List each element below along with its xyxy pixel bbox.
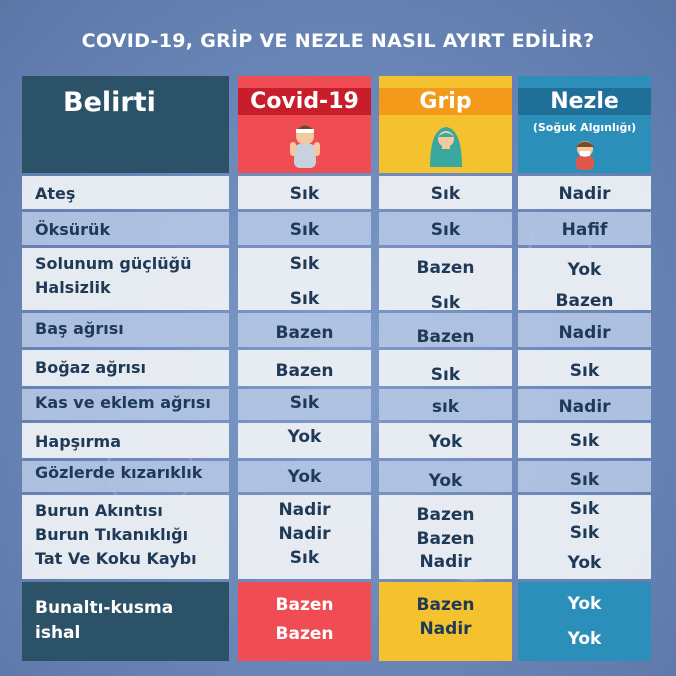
frequency-value: Sık (289, 254, 320, 274)
table-cell-covid (238, 176, 371, 209)
symptom-label: Tat Ve Koku Kaybı (35, 549, 197, 568)
page-title: COVID-19, GRİP VE NEZLE NASIL AYIRT EDİLİR? (81, 30, 595, 52)
frequency-value: Nadir (558, 323, 611, 343)
frequency-value: Bazen (275, 624, 334, 644)
table-cell-nezle (518, 313, 651, 347)
frequency-value: Sık (430, 293, 461, 313)
table-cell-symptoms (22, 495, 229, 579)
frequency-value: Bazen (416, 505, 475, 525)
frequency-value: Sık (289, 393, 320, 413)
table-cell-symptoms (22, 423, 229, 458)
frequency-value: Hafif (561, 220, 608, 240)
frequency-value: Bazen (416, 529, 475, 549)
table-cell-symptoms (22, 248, 229, 310)
table-cell-symptoms (22, 313, 229, 347)
symptom-label: Hapşırma (35, 432, 122, 451)
sick-person-icon (286, 118, 324, 168)
frequency-value: Bazen (275, 361, 334, 381)
frequency-value: Nadir (558, 184, 611, 204)
symptom-label: Burun Tıkanıklığı (35, 525, 189, 544)
symptom-label: Ateş (35, 184, 76, 203)
symptom-label: Boğaz ağrısı (35, 358, 146, 377)
symptom-label: Öksürük (35, 220, 111, 239)
frequency-value: Bazen (416, 327, 475, 347)
table-cell-covid (238, 389, 371, 420)
frequency-value: Nadir (278, 524, 331, 544)
nezle-header (518, 76, 651, 173)
frequency-value: Nadir (558, 397, 611, 417)
frequency-value: Yok (567, 553, 602, 573)
table-cell-covid (238, 212, 371, 245)
frequency-value: Bazen (555, 291, 614, 311)
symptom-label: Kas ve eklem ağrısı (35, 393, 211, 412)
frequency-value: Bazen (416, 258, 475, 278)
table-cell-grip (379, 212, 512, 245)
frequency-value: Sık (289, 220, 320, 240)
table-cell-covid (238, 248, 371, 310)
table-cell-grip (379, 313, 512, 347)
symptom-label: Burun Akıntısı (35, 501, 163, 520)
table-cell-symptoms (22, 461, 229, 492)
frequency-value: Yok (287, 467, 322, 487)
covid-header-label: Covid-19 (250, 89, 359, 114)
frequency-value: Sık (569, 523, 600, 543)
frequency-value: Sık (430, 220, 461, 240)
frequency-value: Sık (430, 365, 461, 385)
symptom-label: Halsizlik (35, 278, 111, 297)
table-cell-grip (379, 350, 512, 386)
symptom-label: Solunum güçlüğü (35, 254, 192, 273)
frequency-value: Sık (569, 470, 600, 490)
table-cell-covid (238, 350, 371, 386)
frequency-value: Yok (287, 427, 322, 447)
symptom-label: Baş ağrısı (35, 319, 124, 338)
table-cell-covid (238, 495, 371, 579)
table-cell-grip (379, 495, 512, 579)
table-cell-nezle (518, 423, 651, 458)
table-cell-grip (379, 389, 512, 420)
table-cell-nezle (518, 248, 651, 310)
table-cell-symptoms (22, 212, 229, 245)
nezle-subtitle: (Soğuk Algınlığı) (532, 121, 637, 134)
table-cell-nezle (518, 212, 651, 245)
frequency-value: Nadir (419, 619, 472, 639)
nezle-header-label: Nezle (550, 89, 619, 114)
belirti-header: Belirti (22, 76, 229, 173)
table-cell-grip (379, 423, 512, 458)
table-cell-grip (379, 176, 512, 209)
blanket-person-icon (426, 119, 466, 167)
table-cell-covid (238, 461, 371, 492)
frequency-value: Yok (428, 471, 463, 491)
table-cell-grip (379, 461, 512, 492)
frequency-value: Sık (569, 499, 600, 519)
frequency-value: Sık (289, 289, 320, 309)
last-row-nezle (518, 582, 651, 661)
last-row-belirti (22, 582, 229, 661)
table-cell-covid (238, 423, 371, 458)
frequency-value: Yok (567, 629, 602, 649)
covid-header (238, 76, 371, 173)
frequency-value: Nadir (419, 552, 472, 572)
table-cell-symptoms (22, 350, 229, 386)
frequency-value: Sık (569, 361, 600, 381)
last-row-grip (379, 582, 512, 661)
frequency-value: Sık (569, 431, 600, 451)
table-cell-symptoms (22, 176, 229, 209)
table-cell-nezle (518, 350, 651, 386)
frequency-value: Yok (567, 260, 602, 280)
symptom-label: Gözlerde kızarıklık (35, 463, 203, 482)
frequency-value: sık (431, 397, 460, 417)
frequency-value: Nadir (278, 500, 331, 520)
table-cell-nezle (518, 176, 651, 209)
frequency-value: Bazen (416, 595, 475, 615)
frequency-value: Bazen (275, 323, 334, 343)
symptom-label: Bunaltı-kusma (35, 598, 174, 618)
table-cell-symptoms (22, 389, 229, 420)
symptom-label: ishal (35, 623, 81, 643)
frequency-value: Yok (428, 432, 463, 452)
frequency-value: Sık (289, 184, 320, 204)
frequency-value: Sık (289, 548, 320, 568)
last-row-covid (238, 582, 371, 661)
table-cell-nezle (518, 461, 651, 492)
table-cell-nezle (518, 389, 651, 420)
frequency-value: Bazen (275, 595, 334, 615)
sneezing-person-icon (571, 136, 599, 170)
frequency-value: Sık (430, 184, 461, 204)
grip-header-label: Grip (419, 89, 472, 114)
table-cell-nezle (518, 495, 651, 579)
table-cell-covid (238, 313, 371, 347)
table-cell-grip (379, 248, 512, 313)
grip-header (379, 76, 512, 173)
frequency-value: Yok (567, 594, 602, 614)
